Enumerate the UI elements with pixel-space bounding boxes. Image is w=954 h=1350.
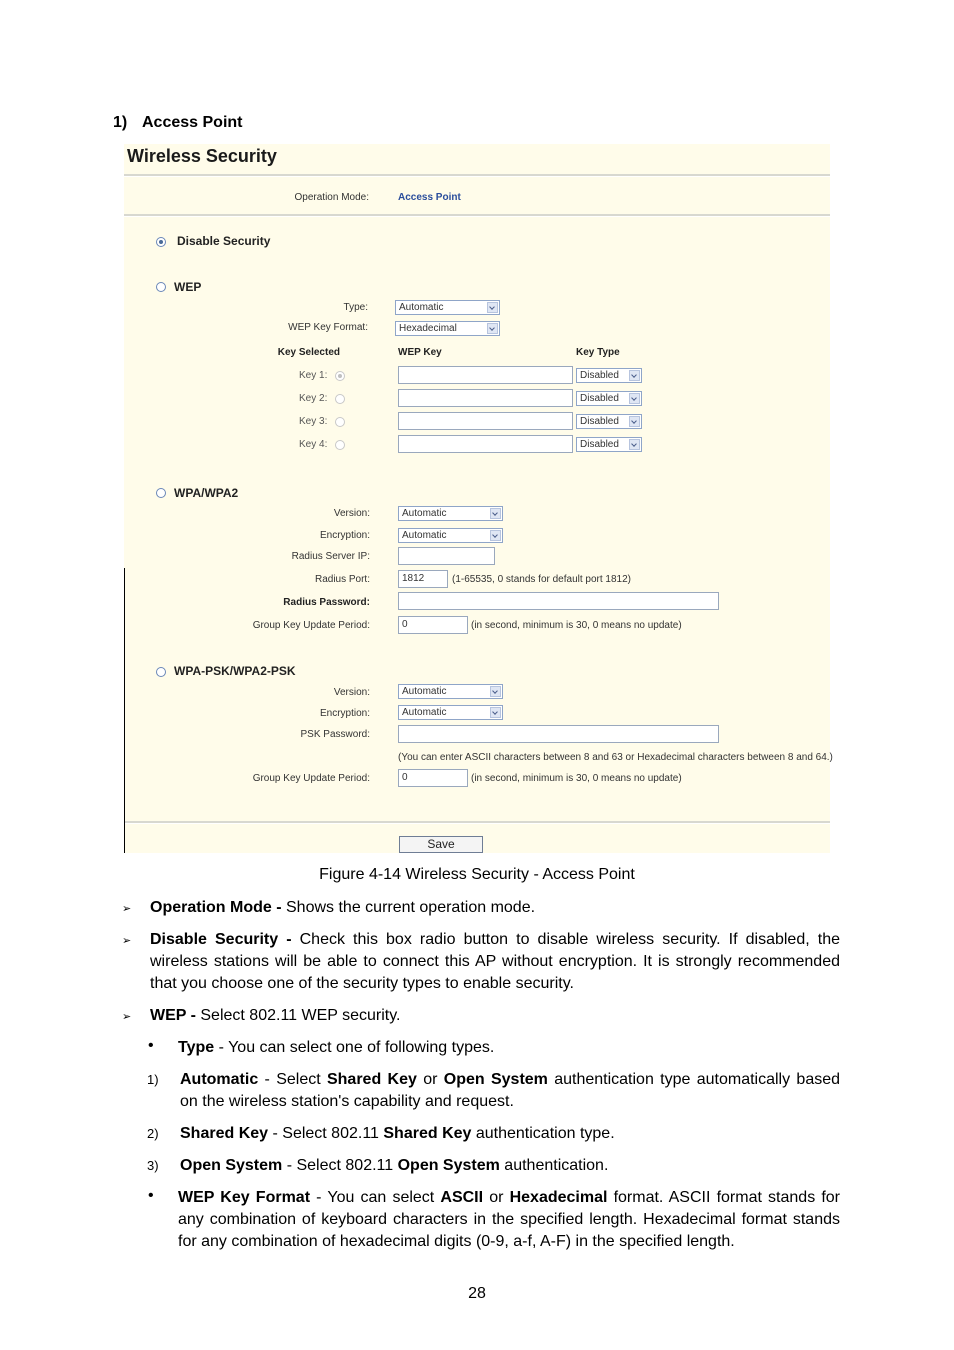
psk-group-key-value: 0 xyxy=(402,772,408,783)
psk-encryption-select[interactable] xyxy=(398,705,503,720)
text: authentication type. xyxy=(471,1125,615,1142)
wep-format-label: WEP Key Format: xyxy=(288,322,368,333)
section-title: Access Point xyxy=(142,114,243,131)
text: or xyxy=(416,1071,444,1088)
term: Hexadecimal xyxy=(509,1189,608,1206)
chevron-down-icon xyxy=(490,686,501,697)
disable-security-label: Disable Security xyxy=(177,234,271,248)
key3-type-select[interactable] xyxy=(576,414,642,429)
radius-ip-input[interactable] xyxy=(398,547,495,565)
text: - You can select xyxy=(310,1189,441,1206)
key1-type-value: Disabled xyxy=(580,370,619,381)
automatic-para xyxy=(180,1069,840,1113)
text: authentication. xyxy=(499,1157,609,1174)
key-type-header: Key Type xyxy=(576,347,620,358)
psk-password-hint: (You can enter ASCII characters between 8 and 63 or Hexadecimal characters between 8 and 64.) xyxy=(398,752,833,763)
figure-caption: Figure 4-14 Wireless Security - Access Point xyxy=(319,866,635,883)
text: - You can select one of following types. xyxy=(214,1039,495,1056)
wep-format-select[interactable] xyxy=(395,321,500,336)
wpa-encryption-select[interactable] xyxy=(398,528,503,543)
term: Shared Key xyxy=(383,1125,472,1142)
wpa-group-key-input[interactable] xyxy=(398,616,468,634)
text: Shows the current operation mode. xyxy=(281,899,536,916)
dot-bullet: • xyxy=(148,1037,154,1054)
text: or xyxy=(483,1189,510,1206)
divider xyxy=(124,821,830,824)
radius-ip-label: Radius Server IP: xyxy=(291,551,370,562)
divider xyxy=(124,214,830,217)
chevron-down-icon xyxy=(490,508,501,519)
chevron-down-icon xyxy=(487,323,498,334)
wpa-version-label: Version: xyxy=(333,508,370,519)
term: WEP Key Format xyxy=(178,1189,311,1206)
key2-radio[interactable] xyxy=(335,394,345,404)
list-number: 2) xyxy=(147,1126,159,1141)
psk-group-key-input[interactable] xyxy=(398,769,468,787)
term: Shared Key xyxy=(326,1071,417,1088)
psk-version-label: Version: xyxy=(333,687,370,698)
term: Automatic xyxy=(180,1071,259,1088)
wep-para xyxy=(150,1005,840,1027)
wpa-encryption-label: Encryption: xyxy=(319,530,370,541)
operation-mode-label: Operation Mode: xyxy=(294,192,369,203)
psk-version-select[interactable] xyxy=(398,684,503,699)
term: Type xyxy=(178,1039,215,1056)
radius-password-label: Radius Password: xyxy=(283,597,370,608)
shared-key-para xyxy=(180,1123,840,1145)
chevron-down-icon xyxy=(487,302,498,313)
term: Open System xyxy=(443,1071,548,1088)
key3-type-value: Disabled xyxy=(580,416,619,427)
save-button[interactable]: Save xyxy=(399,836,483,853)
psk-password-input[interactable] xyxy=(398,725,719,743)
text: - Select 802.11 xyxy=(268,1125,384,1142)
key4-input[interactable] xyxy=(398,435,573,453)
psk-password-label: PSK Password: xyxy=(300,729,370,740)
psk-encryption-value: Automatic xyxy=(402,707,447,718)
text: Select 802.11 WEP security. xyxy=(195,1007,401,1024)
chevron-down-icon xyxy=(490,707,501,718)
dot-bullet: • xyxy=(148,1187,154,1204)
term: ASCII xyxy=(440,1189,484,1206)
chevron-down-icon xyxy=(629,416,640,427)
wep-radio[interactable] xyxy=(156,282,166,292)
term: Disable Security - xyxy=(150,931,292,948)
operation-mode-para xyxy=(150,897,840,919)
wep-key-format-para xyxy=(178,1187,840,1253)
key1-type-select[interactable] xyxy=(576,368,642,383)
text: Check this box radio button to disable wireless security. If disabled, the wireless stations will be able to connect this AP without encryption. It is strongly recommended that you choose one of the security types to enable security. xyxy=(150,931,840,992)
psk-label: WPA-PSK/WPA2-PSK xyxy=(174,664,296,678)
wireless-security-panel xyxy=(124,144,833,853)
psk-version-value: Automatic xyxy=(402,686,447,697)
panel-title: Wireless Security xyxy=(127,146,277,166)
chevron-down-icon xyxy=(629,393,640,404)
arrow-bullet: ➢ xyxy=(122,1011,132,1023)
wep-type-select[interactable] xyxy=(395,300,500,315)
panel-left-rule xyxy=(124,568,125,853)
key1-radio[interactable] xyxy=(335,371,345,381)
disable-security-para xyxy=(150,929,840,995)
key-selected-header: Key Selected xyxy=(277,347,340,358)
term: Open System xyxy=(397,1157,500,1174)
key4-type-select[interactable] xyxy=(576,437,642,452)
wep-key-header: WEP Key xyxy=(398,347,442,358)
psk-group-key-hint: (in second, minimum is 30, 0 means no update) xyxy=(471,773,682,784)
psk-group-key-label: Group Key Update Period: xyxy=(252,773,370,784)
key1-label: Key 1: xyxy=(299,370,328,381)
term: WEP - xyxy=(150,1007,196,1024)
text: - Select 802.11 xyxy=(282,1157,398,1174)
key2-type-select[interactable] xyxy=(576,391,642,406)
wpa-group-key-label: Group Key Update Period: xyxy=(252,620,370,631)
open-system-para xyxy=(180,1155,840,1177)
disable-security-radio[interactable] xyxy=(156,237,166,247)
key2-type-value: Disabled xyxy=(580,393,619,404)
key2-label: Key 2: xyxy=(299,393,328,404)
wpa-group-key-hint: (in second, minimum is 30, 0 means no update) xyxy=(471,620,682,631)
term: Open System xyxy=(180,1157,283,1174)
text: authentication type automatically based on the wireless station's capability and request. xyxy=(180,1071,841,1110)
wpa-encryption-value: Automatic xyxy=(402,530,447,541)
wpa-group-key-value: 0 xyxy=(402,619,408,630)
key2-input[interactable] xyxy=(398,389,573,407)
section-heading xyxy=(113,114,242,132)
key1-input[interactable] xyxy=(398,366,573,384)
wep-type-label: Type: xyxy=(343,302,368,313)
page-number: 28 xyxy=(468,1285,486,1302)
list-number: 1) xyxy=(147,1072,159,1087)
wpa-label: WPA/WPA2 xyxy=(174,486,239,500)
wep-type-value: Automatic xyxy=(399,302,444,313)
key3-input[interactable] xyxy=(398,412,573,430)
psk-encryption-label: Encryption: xyxy=(319,708,370,719)
radius-port-label: Radius Port: xyxy=(314,574,370,585)
text: format. ASCII format stands for any combination of keyboard characters in the specified length. Hexadecimal format stands for any combination of hexadecimal digits (0-9, a-f, A-F) in the specified length. xyxy=(178,1189,841,1250)
key4-label: Key 4: xyxy=(299,439,328,450)
radius-port-input[interactable] xyxy=(398,570,448,588)
psk-radio[interactable] xyxy=(156,667,166,677)
radius-password-input[interactable] xyxy=(398,592,719,610)
arrow-bullet: ➢ xyxy=(122,903,132,915)
term: Operation Mode - xyxy=(150,899,282,916)
type-para xyxy=(178,1037,840,1059)
term: Shared Key xyxy=(180,1125,269,1142)
arrow-bullet: ➢ xyxy=(122,935,132,947)
operation-mode-value: Access Point xyxy=(398,192,461,203)
chevron-down-icon xyxy=(490,530,501,541)
section-number: 1) xyxy=(113,114,128,131)
wpa-version-value: Automatic xyxy=(402,508,447,519)
wep-format-value: Hexadecimal xyxy=(399,323,457,334)
chevron-down-icon xyxy=(629,370,640,381)
key3-label: Key 3: xyxy=(299,416,328,427)
radius-port-hint: (1-65535, 0 stands for default port 1812) xyxy=(452,574,632,585)
text: - Select xyxy=(258,1071,327,1088)
wpa-radio[interactable] xyxy=(156,488,166,498)
divider xyxy=(124,174,830,177)
wep-label: WEP xyxy=(174,280,202,294)
chevron-down-icon xyxy=(629,439,640,450)
wpa-version-select[interactable] xyxy=(398,506,503,521)
radius-port-value: 1812 xyxy=(402,573,425,584)
key4-type-value: Disabled xyxy=(580,439,619,450)
key4-radio[interactable] xyxy=(335,440,345,450)
list-number: 3) xyxy=(147,1158,159,1173)
key3-radio[interactable] xyxy=(335,417,345,427)
